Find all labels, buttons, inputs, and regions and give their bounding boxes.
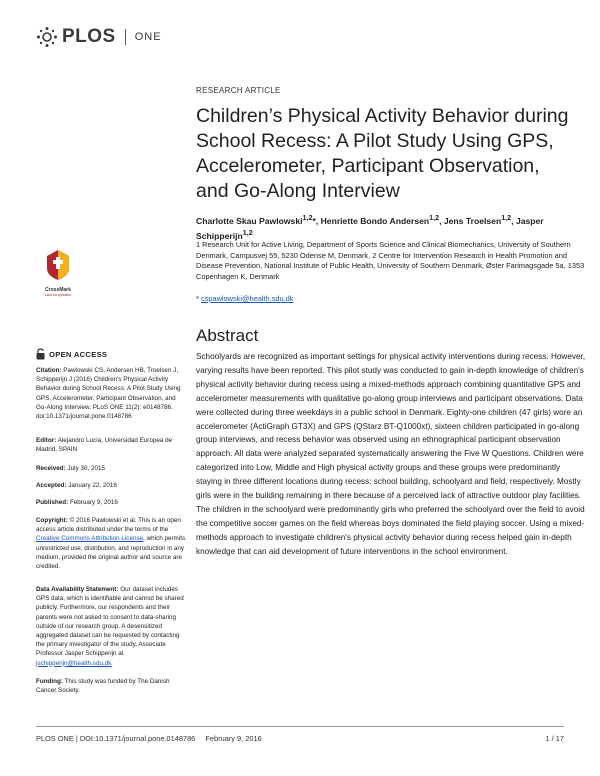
article-type: RESEARCH ARTICLE xyxy=(196,86,281,95)
open-access-badge xyxy=(36,348,107,360)
author[interactable]: Jens Troelsen$^{1,2}$, xyxy=(443,214,516,226)
author[interactable]: Charlotte Skau Pawlowski$^{1,2}$*, xyxy=(196,214,321,226)
crossmark-sublabel: click for updates xyxy=(45,293,71,297)
logo-brand-text: PLOS xyxy=(62,26,116,47)
footer-divider xyxy=(36,726,564,727)
logo-journal-text: ONE xyxy=(134,31,162,43)
footer: PLOS ONE | DOI:10.1371/journal.pone.0148786 February 9, 2016 xyxy=(36,734,262,743)
footer-journal: PLOS ONE xyxy=(36,734,74,743)
correspondence xyxy=(196,294,294,303)
published-date: Published: February 9, 2016 xyxy=(36,499,118,506)
license-link[interactable]: Creative Commons Attribution License xyxy=(36,535,144,543)
crossmark-badge[interactable] xyxy=(38,248,78,297)
author[interactable]: Henriette Bondo Andersen$^{1,2}$, xyxy=(320,214,444,226)
page-number: 1 / 17 xyxy=(545,734,564,743)
crossmark-label: CrossMark xyxy=(45,287,71,293)
open-access-label: OPEN ACCESS xyxy=(49,349,108,359)
affiliations: 1 Research Unit for Active Living, Department of Sports Science and Clinical Biomechanics, University of Southern Denmark, Campusvej 55, 5230 Odense M, Denmark, 2 Centre for Intervention Research in Health Promotion and Disease Prevention, National Institute of Public Health, University of Southern Denmark, Øster Farimagsgade 5a, 1353 Copenhagen K, Denmark xyxy=(196,240,585,281)
crossmark-icon xyxy=(45,248,71,282)
logo-divider xyxy=(125,29,126,45)
abstract-text: Schoolyards are recognized as important settings for physical activity interventions during recess. However, varying results have been reported. This pilot study was conducted to gain in-depth knowledge of children's physical activity behavior during recess using a mixed-methods approach combining quantitative GPS and accelerometer measurements with qualitative go-along group interviews and participant observations. Data were collected during three weekdays in a public school in Denmark. Eighty-one children (47 girls) wore an accelerometer (ActiGraph GT3X) and GPS (QStarz BT-Q1000xt), sixteen children participated in go-along group interviews, and recess behavior was observed using an ethnographical participant observation approach. All data were analyzed separated systematically answering the Five W Questions. Children were categorized into Low, Middle and High physical activity groups and these groups were predominantly staying in three different locations during recess: school building, schoolyard and field, respectively. Mostly girls were in the building remaining in there because of a perceived lack of attractive outdoor play facilities. The children in the schoolyard were predominantly girls who preferred the schoolyard over the field to avoid the competitive soccer games on the field whereas boys dominated the field playing soccer. Using a mixed-methods approach to investigate children's physical activity behavior during recess helped gain in-depth knowledge that can aid development of future interventions in the school environment. xyxy=(196,352,586,556)
accepted-date: Accepted: January 22, 2016 xyxy=(36,482,117,489)
plos-one-logo[interactable] xyxy=(36,26,162,48)
correspondence-email-link[interactable]: cspawlowski@health.sdu.dk xyxy=(200,294,294,303)
citation: Citation: Pawlowski CS, Andersen HB, Troelsen J, Schipperijn J (2016) Children's Physical Activity Behavior during School Recess: A Pilot Study Using GPS, Accelerometer, Participant Observation, and Go-Along Interview. PLoS ONE 11(2): e0148786. doi:10.1371/journal.pone.0148786 xyxy=(36,367,181,421)
article-title: Children’s Physical Activity Behavior during School Recess: A Pilot Study Using GPS, Accelerometer, Participant Observation, and Go-Along Interview xyxy=(196,105,569,202)
received-date: Received: July 30, 2015 xyxy=(36,465,105,472)
author[interactable]: Jasper Schipperijn$^{1,2}$ xyxy=(196,215,544,241)
data-contact-email-link[interactable]: jschipperijn@health.sdu.dk xyxy=(36,659,112,667)
correspondence-mark: * xyxy=(196,294,199,303)
data-availability: Data Availability Statement: Our dataset includes GPS data, which is identifiable and cannot be shared publicly. Furthermore, our respondents and their parents were not asked to consent to data-sharing outside of our research group. A desensitized aggregated dataset can be requested by contacting the primary investigator of the study, Associate Professor Jasper Schipperijn at jschipperijn@health.sdu.dk xyxy=(36,586,184,667)
footer-doi[interactable]: DOI:10.1371/journal.pone.0148786 xyxy=(79,734,196,743)
abstract-heading: Abstract xyxy=(196,326,259,345)
editor: Editor: Alejandro Lucia, Universidad Europea de Madrid, SPAIN xyxy=(36,437,173,454)
open-lock-icon xyxy=(36,348,45,360)
funding: Funding: This study was funded by The Danish Cancer Society. xyxy=(36,678,170,695)
footer-date: February 9, 2016 xyxy=(205,734,262,743)
plos-logo-icon xyxy=(36,26,58,48)
copyright: Copyright: © 2016 Pawlowski et al. This is an open access article distributed under the terms of the Creative Commons Attribution License, which permits unrestricted use, distribution, and reproduction in any medium, provided the original author and source are credited. xyxy=(36,517,186,571)
author-list xyxy=(196,212,586,242)
